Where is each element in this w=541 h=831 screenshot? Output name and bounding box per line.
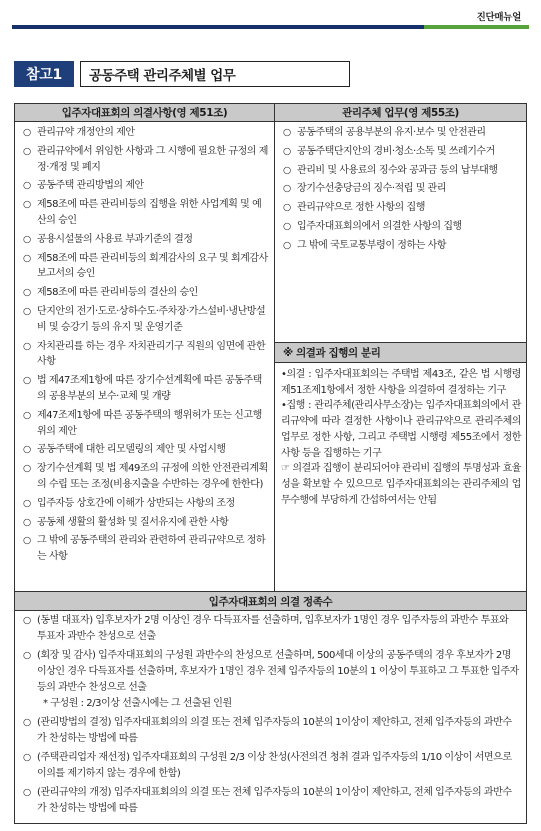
management-duty-item-text: 공동주택단지안의 경비·청소·소독 및 쓰레기수거 [297, 145, 495, 157]
council-resolution-item [21, 515, 269, 531]
council-resolution-item [21, 461, 269, 493]
council-resolution-item [21, 373, 269, 405]
management-duty-item-text: 공동주택의 공용부분의 유지·보수 및 안전관리 [297, 127, 486, 138]
management-duty-list [281, 125, 521, 257]
circle-bullet-icon: ○ [23, 287, 31, 299]
council-resolution-item-text: 제58조에 따른 관리비등의 회계감사의 요구 및 회계감사보고서의 승인 [37, 252, 268, 280]
quorum-heading: 입주자대표회의 의결 정족수 [15, 592, 526, 610]
circle-bullet-icon: ○ [23, 305, 31, 317]
circle-bullet-icon: ○ [283, 220, 291, 232]
council-resolution-item-text: 입주자등 상호간에 이해가 상반되는 사항의 조정 [37, 497, 235, 509]
council-resolution-item-text: 법 제47조제1항에 따른 장기수선계획에 따른 공동주택의 공용부분의 보수·교체 및 개량 [37, 375, 262, 402]
divider [15, 610, 526, 611]
duties-table [14, 103, 527, 824]
council-resolution-item [21, 408, 269, 440]
circle-bullet-icon: ○ [23, 752, 31, 763]
council-resolution-item [21, 144, 269, 176]
council-resolution-item-text: 장기수선계획 및 법 제49조의 규정에 의한 안전관리계획의 수립 또는 조정(비용지출을 수반하는 경우에 한한다) [37, 463, 268, 490]
circle-bullet-icon: ○ [23, 650, 31, 661]
council-resolution-heading: 입주자대표회의 의결사항(영 제51조) [15, 104, 274, 121]
council-resolution-item-text: 공동주택에 대한 리모델링의 제안 및 사업시행 [37, 444, 226, 456]
circle-bullet-icon: ○ [23, 444, 31, 456]
circle-bullet-icon: ○ [23, 252, 31, 264]
header-bar-green [424, 25, 529, 29]
quorum-item [23, 648, 519, 712]
council-resolution-item-text: 그 밖에 공동주택의 관리와 관련하여 관리규약으로 정하는 사항 [37, 535, 266, 563]
council-resolution-list [21, 125, 269, 568]
management-duty-item [281, 200, 521, 216]
brand-label: 진단매뉴얼 [476, 12, 521, 23]
circle-bullet-icon: ○ [283, 202, 291, 214]
circle-bullet-icon: ○ [23, 615, 31, 626]
circle-bullet-icon: ○ [283, 145, 291, 157]
council-resolution-item [21, 125, 269, 141]
circle-bullet-icon: ○ [283, 183, 291, 195]
council-resolution-item [21, 251, 269, 283]
management-duty-item-text: 관리비 및 사용료의 징수와 공과금 등의 납부대행 [297, 164, 498, 176]
circle-bullet-icon: ○ [23, 145, 31, 157]
management-duty-item-text: 장기수선충당금의 징수·적립 및 관리 [297, 183, 447, 195]
council-resolution-item-text: 제58조에 따른 관리비등의 집행을 위한 사업계획 및 예산의 승인 [37, 199, 262, 226]
circle-bullet-icon: ○ [283, 164, 291, 176]
separation-note: ☞ 의결과 집행이 분리되어야 관리비 집행의 투명성과 효율성을 확보할 수 있으므로 입주자대표회의는 관리주체의 업무수행에 부당하게 간섭하여서는 안됨 [281, 463, 521, 506]
quorum-item [23, 785, 519, 817]
management-duty-item [281, 219, 521, 235]
council-resolution-item [21, 339, 269, 371]
quorum-item-text: (관리방법의 결정) 입주자대표회의의 의결 또는 전체 입주자등의 10분의 1이상이 제안하고, 전체 입주자등의 과반수가 찬성하는 방법에 따름 [37, 717, 512, 744]
council-resolution-item [21, 285, 269, 301]
circle-bullet-icon: ○ [23, 787, 31, 798]
circle-bullet-icon: ○ [23, 497, 31, 509]
quorum-item [23, 715, 519, 747]
divider [275, 362, 526, 363]
council-resolution-item-text: 공용시설물의 사용료 부과기준의 결정 [37, 233, 193, 245]
separation-heading: ※ 의결과 집행의 분리 [275, 343, 526, 362]
circle-bullet-icon: ○ [283, 239, 291, 251]
management-duty-heading: 관리주체 업무(영 제55조) [275, 104, 526, 121]
management-duty-item [281, 125, 521, 141]
circle-bullet-icon: ○ [23, 535, 31, 547]
circle-bullet-icon: ○ [23, 717, 31, 728]
management-duty-item-text: 관리규약으로 정한 사항의 집행 [297, 202, 425, 214]
circle-bullet-icon: ○ [23, 463, 31, 475]
council-resolution-item [21, 442, 269, 458]
quorum-item-note: * 구성원 : 2/3이상 선출시에는 그 선출된 인원 [43, 698, 232, 709]
management-duty-item-text: 입주자대표회의에서 의결한 사항의 집행 [297, 220, 462, 232]
divider [15, 121, 526, 122]
management-duty-item [281, 238, 521, 254]
council-resolution-item [21, 197, 269, 229]
quorum-item-text: (동별 대표자) 입후보자가 2명 이상인 경우 다득표자를 선출하며, 입후보자가 1명인 경우 입주자등의 과반수 투표와 투표자 과반수 찬성으로 선출 [37, 615, 509, 642]
header-bar-blue [12, 25, 424, 29]
circle-bullet-icon: ○ [23, 409, 31, 421]
header-bar [12, 25, 529, 29]
council-resolution-item-text: 단지안의 전기·도로·상하수도·주차장·가스설비·냉난방설비 및 승강기 등의 유지 및 운영기준 [37, 305, 266, 333]
execution-paragraph: •집행 : 관리주체(관리사무소장)는 입주자대표회의에서 관리규약에 따라 결정한 사항이나 관리규약으로 관리주체의 업무로 정한 사항, 그리고 주택법 시행령 제55조에서 정한 사항 등을 집행하는 기구 [281, 400, 521, 459]
quorum-item-text: (회장 및 감사) 입주자대표회의 구성원 과반수의 찬성으로 선출하며, 500세대 이상의 공동주택의 경우 후보자가 2명 이상인 경우 다득표자를 선출하며, 후보자가 1명인 경우 전체 입주자등의 10분의 1 이상이 투표하고 그 투표한 입주자등의 과반수 찬성으로 선출 [37, 650, 519, 693]
council-resolution-item-text: 관리규약 개정안의 제안 [37, 127, 135, 138]
circle-bullet-icon: ○ [23, 199, 31, 211]
council-resolution-item [21, 178, 269, 194]
circle-bullet-icon: ○ [23, 340, 31, 352]
separation-body [281, 367, 521, 508]
council-resolution-item-text: 자치관리를 하는 경우 자치관리기구 직원의 임면에 관한 사항 [37, 340, 266, 368]
management-duty-item [281, 144, 521, 160]
council-resolution-item [21, 304, 269, 336]
reference-tag: 참고1 [14, 61, 74, 87]
circle-bullet-icon: ○ [23, 233, 31, 245]
management-duty-item-text: 그 밖에 국토교통부령이 정하는 사항 [297, 239, 447, 251]
council-resolution-item [21, 533, 269, 565]
circle-bullet-icon: ○ [23, 516, 31, 528]
quorum-item [23, 613, 519, 645]
management-duty-item [281, 181, 521, 197]
quorum-item [23, 750, 519, 782]
council-resolution-item-text: 공동체 생활의 활성화 및 질서유지에 관한 사항 [37, 516, 229, 528]
circle-bullet-icon: ○ [23, 127, 31, 138]
quorum-item-text: (주택관리업자 재선정) 입주자대표회의 구성원 2/3 이상 찬성(사전의견 청취 결과 입주자등의 1/10 이상이 서면으로 이의를 제기하지 않는 경우에 한함) [37, 752, 512, 779]
council-resolution-item-text: 제47조제1항에 따른 공동주택의 행위허가 또는 신고행위의 제안 [37, 409, 262, 437]
circle-bullet-icon: ○ [283, 127, 291, 138]
circle-bullet-icon: ○ [23, 375, 31, 387]
council-resolution-item-text: 제58조에 따른 관리비등의 결산의 승인 [37, 287, 198, 299]
council-resolution-item-text: 관리규약에서 위임한 사항과 그 시행에 필요한 규정의 제정·개정 및 폐지 [37, 145, 268, 173]
council-resolution-item [21, 496, 269, 512]
reference-title: 공동주택 관리주체별 업무 [80, 61, 350, 87]
quorum-list [23, 613, 519, 820]
council-resolution-item-text: 공동주택 관리방법의 제안 [37, 180, 144, 192]
management-duty-item [281, 163, 521, 179]
reference-heading [14, 61, 350, 87]
circle-bullet-icon: ○ [23, 180, 31, 192]
resolution-paragraph: •의결 : 입주자대표회의는 주택법 제43조, 같은 법 시행령 제51조제1항에서 정한 사항을 의결하여 결정하는 기구 [281, 369, 521, 396]
quorum-item-text: (관리규약의 개정) 입주자대표회의의 의결 또는 전체 입주자등의 10분의 1이상이 제안하고, 전체 입주자등의 과반수가 찬성하는 방법에 따름 [37, 787, 512, 814]
council-resolution-item [21, 232, 269, 248]
